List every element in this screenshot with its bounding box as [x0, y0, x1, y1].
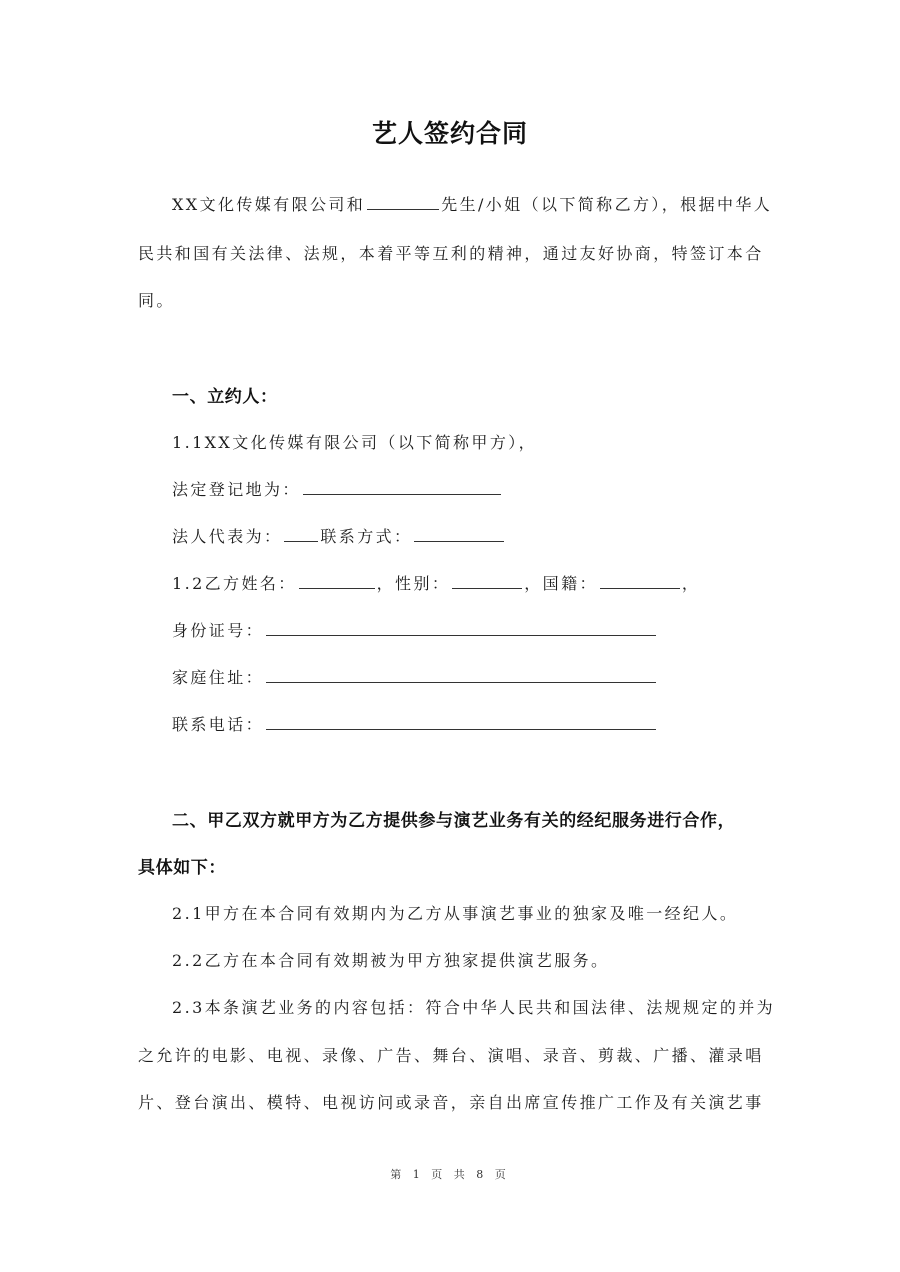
phone-blank[interactable] — [266, 715, 656, 730]
home-address-label: 家庭住址： — [172, 668, 265, 687]
party-b-name-label: 1.2乙方姓名： — [172, 574, 297, 593]
contact-method-label: 联系方式： — [320, 527, 413, 546]
section-2-heading-line-2: 具体如下： — [138, 858, 226, 878]
intro-text-b: 先生/小姐（以下简称乙方），根据中华人 — [441, 195, 773, 214]
clause-2-2: 2.2乙方在本合同有效期被为甲方独家提供演艺服务。 — [172, 951, 610, 970]
party-a-line: 1.1XX文化传媒有限公司（以下简称甲方）， — [172, 433, 538, 452]
page-indicator: 第 1 页 共 8 页 — [390, 1168, 510, 1181]
clause-2-1: 2.1甲方在本合同有效期内为乙方从事演艺事业的独家及唯一经纪人。 — [172, 904, 739, 923]
intro-line-1 — [172, 192, 772, 215]
nationality-label: ，国籍： — [524, 574, 598, 593]
clause-2-3-line-3: 片、登台演出、模特、电视访问或录音，亲自出席宣传推广工作及有关演艺事 — [138, 1093, 764, 1112]
contact-method-blank[interactable] — [414, 527, 504, 542]
clause-2-3-line-1: 2.3本条演艺业务的内容包括：符合中华人民共和国法律、法规规定的并为 — [172, 998, 776, 1017]
id-number-blank[interactable] — [266, 621, 656, 636]
registered-address-blank[interactable] — [303, 480, 501, 495]
home-address-row — [172, 665, 658, 688]
document-title: 艺人签约合同 — [371, 119, 528, 148]
trailing-comma: ， — [681, 574, 701, 593]
intro-line-2: 民共和国有关法律、法规，本着平等互利的精神，通过友好协商，特签订本合 — [138, 244, 764, 263]
registered-address-label: 法定登记地为： — [172, 480, 301, 499]
phone-row — [172, 712, 658, 735]
party-b-name-field[interactable] — [299, 574, 375, 589]
party-b-name-blank[interactable] — [367, 195, 439, 210]
registered-address-row — [172, 477, 503, 500]
legal-rep-blank[interactable] — [284, 527, 318, 542]
nationality-blank[interactable] — [600, 574, 680, 589]
intro-line-3: 同。 — [138, 291, 175, 310]
gender-label: ，性别： — [376, 574, 451, 593]
phone-label: 联系电话： — [172, 715, 265, 734]
section-1-heading: 一、立约人： — [172, 387, 278, 407]
clause-2-3-line-2: 之允许的电影、电视、录像、广告、舞台、演唱、录音、剪裁、广播、灌录唱 — [138, 1046, 764, 1065]
legal-rep-label: 法人代表为： — [172, 527, 283, 546]
id-number-row — [172, 618, 658, 641]
gender-blank[interactable] — [452, 574, 522, 589]
intro-text-a: XX文化传媒有限公司和 — [172, 195, 366, 214]
legal-rep-row — [172, 524, 506, 547]
section-2-heading-line-1: 二、甲乙双方就甲方为乙方提供参与演艺业务有关的经纪服务进行合作， — [172, 811, 736, 831]
id-number-label: 身份证号： — [172, 621, 265, 640]
home-address-blank[interactable] — [266, 668, 656, 683]
party-b-row — [172, 571, 700, 594]
